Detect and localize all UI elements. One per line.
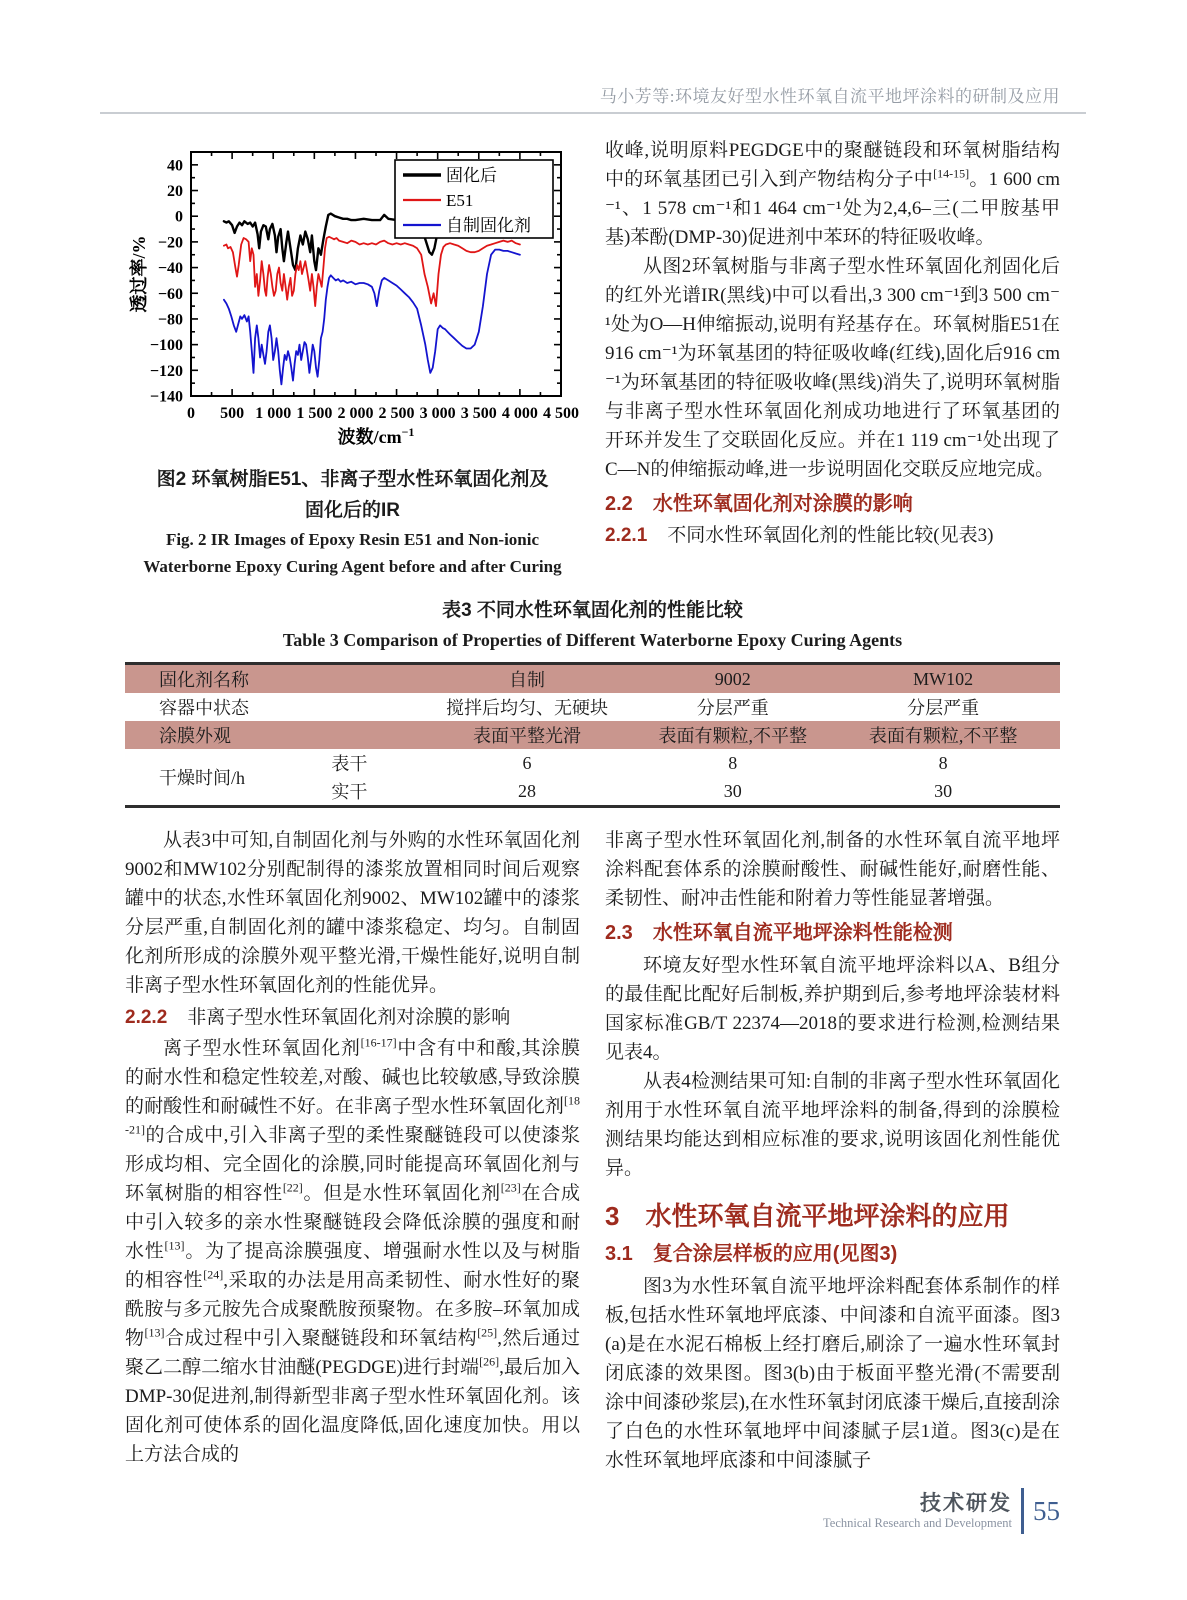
paragraph: 从图2环氧树脂与非离子型水性环氧固化剂固化后的红外光谱IR(黑线)中可以看出,3 300 cm⁻¹到3 500 cm⁻¹处为O—H伸缩振动,说明有羟基存在。环氧树脂E51在916 cm⁻¹为环氧基团的特征吸收峰(红线),固化后916 cm⁻¹为环氧基团的特征吸收峰(黑线)消失了,说明环氧树脂与非离子型水性环氧固化剂成功地进行了环氧基团的开环并发生了交联固化反应。并在1 119 cm⁻¹处出现了C—N的伸缩振动峰,进一步说明固化交联反应地完成。 [605, 256, 1060, 480]
table-cell: 8 [728, 752, 738, 773]
svg-text:4 000: 4 000 [501, 405, 538, 422]
section-title: 复合涂层样板的应用(见图3) [652, 1243, 898, 1265]
figure-caption-cn-line2: 固化后的IR [304, 500, 400, 521]
header-divider [100, 112, 1086, 114]
table-cell: 6 [522, 752, 532, 773]
section-title: 水性环氧自流平地坪涂料的应用 [645, 1201, 1010, 1231]
table-header-cell: MW102 [913, 668, 974, 689]
table-cell: 干燥时间/h [159, 768, 246, 788]
svg-text:1 000: 1 000 [255, 405, 292, 422]
table-cell: 表面有颗粒,不平整 [868, 726, 1018, 746]
section-heading-3-1 [605, 1241, 1060, 1267]
table-title-cn: 表3 不同水性环氧固化剂的性能比较 [442, 600, 743, 621]
svg-text:−60: −60 [157, 285, 183, 303]
svg-text:−20: −20 [157, 234, 183, 252]
table-header-cell: 固化剂名称 [159, 670, 249, 690]
table-cell: 实干 [331, 782, 368, 802]
svg-text:−120: −120 [149, 362, 183, 380]
svg-text:自制固化剂: 自制固化剂 [446, 216, 531, 235]
svg-text:−140: −140 [149, 388, 183, 406]
table-cell: 容器中状态 [159, 698, 249, 718]
paragraph: 从表4检测结果可知:自制的非离子型水性环氧固化剂用于水性环氧自流平地坪涂料的制备,得到的涂膜检测结果均能达到相应标准的要求,说明该固化剂性能优异。 [605, 1071, 1060, 1179]
section-heading-2-2 [605, 491, 1060, 517]
svg-text:0: 0 [175, 208, 183, 226]
left-bottom-column [125, 826, 580, 1475]
svg-text:3 000: 3 000 [419, 405, 456, 422]
table-cell: 搅拌后均匀、无硬块 [446, 698, 609, 718]
bottom-columns [125, 826, 1060, 1475]
table-cell: 分层严重 [696, 698, 769, 718]
section-heading-3 [605, 1199, 1060, 1233]
table-cell: 30 [723, 780, 742, 801]
table-3-block [125, 596, 1060, 808]
svg-text:−100: −100 [149, 337, 183, 355]
section-heading-2-3 [605, 920, 1060, 946]
table-cell: 28 [518, 780, 537, 801]
paragraph: 非离子型水性环氧固化剂,制备的水性环氧自流平地坪涂料配套体系的涂膜耐酸性、耐碱性能好,耐磨性能、柔韧性、耐冲击性能和附着力等性能显著增强。 [605, 830, 1060, 909]
section-heading-2-2-1 [605, 522, 1060, 549]
table-3 [125, 662, 1060, 808]
right-bottom-column [605, 826, 1060, 1475]
table-cell: 表干 [331, 754, 368, 774]
footer-divider-bar [1021, 1488, 1024, 1534]
svg-text:−40: −40 [157, 260, 183, 278]
table-cell: 30 [934, 780, 953, 801]
table-cell: 表面有颗粒,不平整 [658, 726, 807, 746]
figure-caption-en-line2: Waterborne Epoxy Curing Agent before and after Curing [143, 557, 562, 576]
section-number: 3 [605, 1201, 620, 1231]
page-content [125, 136, 1060, 1475]
svg-text:2 000: 2 000 [337, 405, 374, 422]
table-cell: 分层严重 [907, 698, 980, 718]
paragraph: 离子型水性环氧固化剂[16-17]中含有中和酸,其涂膜的耐水性和稳定性较差,对酸、碱也比较敏感,导致涂膜的耐酸性和耐碱性不好。在非离子型水性环氧固化剂[18-21]的合成中,引入非离子型的柔性聚醚链段可以使漆浆形成均相、完全固化的涂膜,同时能提高环氧固化剂与环氧树脂的相容性[22]。但是水性环氧固化剂[23]在合成中引入较多的亲水性聚醚链段会降低涂膜的强度和耐水性[13]。为了提高涂膜强度、增强耐水性以及与树脂的相容性[24],采取的办法是用高柔韧性、耐水性好的聚酰胺与多元胺先合成聚酰胺预聚物。在多胺–环氧加成物[13]合成过程中引入聚醚链段和环氧结构[25],然后通过聚乙二醇二缩水甘油醚(PEGDGE)进行封端[26],最后加入DMP-30促进剂,制得新型非离子型水性环氧固化剂。该固化剂可使体系的固化温度降低,固化速度加快。用以上方法合成的 [125, 1035, 580, 1465]
paragraph: 从表3中可知,自制固化剂与外购的水性环氧固化剂9002和MW102分别配制得的漆浆放置相同时间后观察罐中的状态,水性环氧固化剂9002、MW102罐中的漆浆分层严重,自制固化剂的罐中漆浆稳定、均匀。自制固化剂所形成的涂膜外观平整光滑,干燥性能好,说明自制非离子型水性环氧固化剂的性能优异。 [125, 830, 580, 996]
table-row [125, 749, 1060, 777]
section-title: 水性环氧自流平地坪涂料性能检测 [652, 922, 953, 944]
table-title-en: Table 3 Comparison of Properties of Different Waterborne Epoxy Curing Agents [282, 630, 903, 650]
right-top-column [605, 136, 1060, 580]
svg-text:固化后: 固化后 [446, 166, 497, 185]
section-heading-2-2-2 [125, 1004, 580, 1031]
svg-text:波数/cm−1: 波数$/cm^{-1}$ [337, 425, 415, 447]
section-number: 2.2 [605, 493, 633, 515]
footer-section-en: Technical Research and Development [823, 1515, 1012, 1530]
section-number: 3.1 [605, 1243, 633, 1265]
section-number: 2.2.1 [605, 525, 648, 546]
svg-text:40: 40 [167, 157, 183, 175]
table-row [125, 693, 1060, 721]
table-header-cell: 自制 [509, 670, 546, 690]
svg-text:3 500: 3 500 [460, 405, 497, 422]
svg-text:1 500: 1 500 [296, 405, 333, 422]
section-title: 水性环氧固化剂对涂膜的影响 [652, 493, 913, 515]
section-number: 2.3 [605, 922, 633, 944]
svg-text:4 500: 4 500 [543, 405, 579, 422]
svg-text:透过率/%: 透过率/% [129, 235, 149, 313]
section-title: 非离子型水性环氧固化剂对涂膜的影响 [187, 1007, 511, 1028]
figure-caption-cn-line1: 图2 环氧树脂E51、非离子型水性环氧固化剂及 [156, 469, 549, 490]
ir-spectra-chart [125, 138, 580, 458]
table-cell: 8 [938, 752, 948, 773]
table-cell: 涂膜外观 [159, 726, 231, 746]
table-header-row [125, 664, 1060, 694]
figure-2-block [125, 136, 580, 580]
svg-text:500: 500 [220, 405, 245, 422]
footer-section-cn: 技术研发 [920, 1491, 1012, 1515]
table-cell: 表面平整光滑 [473, 726, 582, 746]
top-columns [125, 136, 1060, 580]
figure-caption-en-line1: Fig. 2 IR Images of Epoxy Resin E51 and Non-ionic [165, 530, 540, 549]
page-footer [823, 1488, 1060, 1534]
table-header-cell: 9002 [714, 668, 751, 689]
table-row [125, 721, 1060, 749]
paragraph: 图3为水性环氧自流平地坪涂料配套体系制作的样板,包括水性环氧地坪底漆、中间漆和自流平面漆。图3(a)是在水泥石棉板上经打磨后,刷涂了一遍水性环氧封闭底漆的效果图。图3(b)由于板面平整光滑(不需要刮涂中间漆砂浆层),在水性环氧封闭底漆干燥后,直接刮涂了白色的水性环氧地坪中间漆腻子层1道。图3(c)是在水性环氧地坪底漆和中间漆腻子 [605, 1276, 1060, 1471]
footer-section [823, 1492, 1012, 1531]
svg-text:0: 0 [187, 405, 195, 422]
svg-text:E51: E51 [446, 191, 474, 210]
svg-text:−80: −80 [157, 311, 183, 329]
page-number: 55 [1033, 1495, 1060, 1526]
paragraph: 收峰,说明原料PEGDGE中的聚醚链段和环氧树脂结构中的环氧基团已引入到产物结构分子中[14-15]。1 600 cm⁻¹、1 578 cm⁻¹和1 464 cm⁻¹处为2,4,6–三(二甲胺基甲基)苯酚(DMP-30)促进剂中苯环的特征吸收峰。 [605, 140, 1060, 248]
paragraph: 环境友好型水性环氧自流平地坪涂料以A、B组分的最佳配比配好后制板,养护期到后,参考地坪涂装材料国家标准GB/T 22374—2018的要求进行检测,检测结果见表4。 [605, 955, 1060, 1063]
section-title: 不同水性环氧固化剂的性能比较(见表3) [667, 525, 994, 546]
svg-text:20: 20 [167, 183, 183, 201]
running-head: 马小芳等:环境友好型水性环氧自流平地坪涂料的研制及应用 [599, 87, 1060, 106]
section-number: 2.2.2 [125, 1007, 168, 1028]
svg-text:2 500: 2 500 [378, 405, 415, 422]
